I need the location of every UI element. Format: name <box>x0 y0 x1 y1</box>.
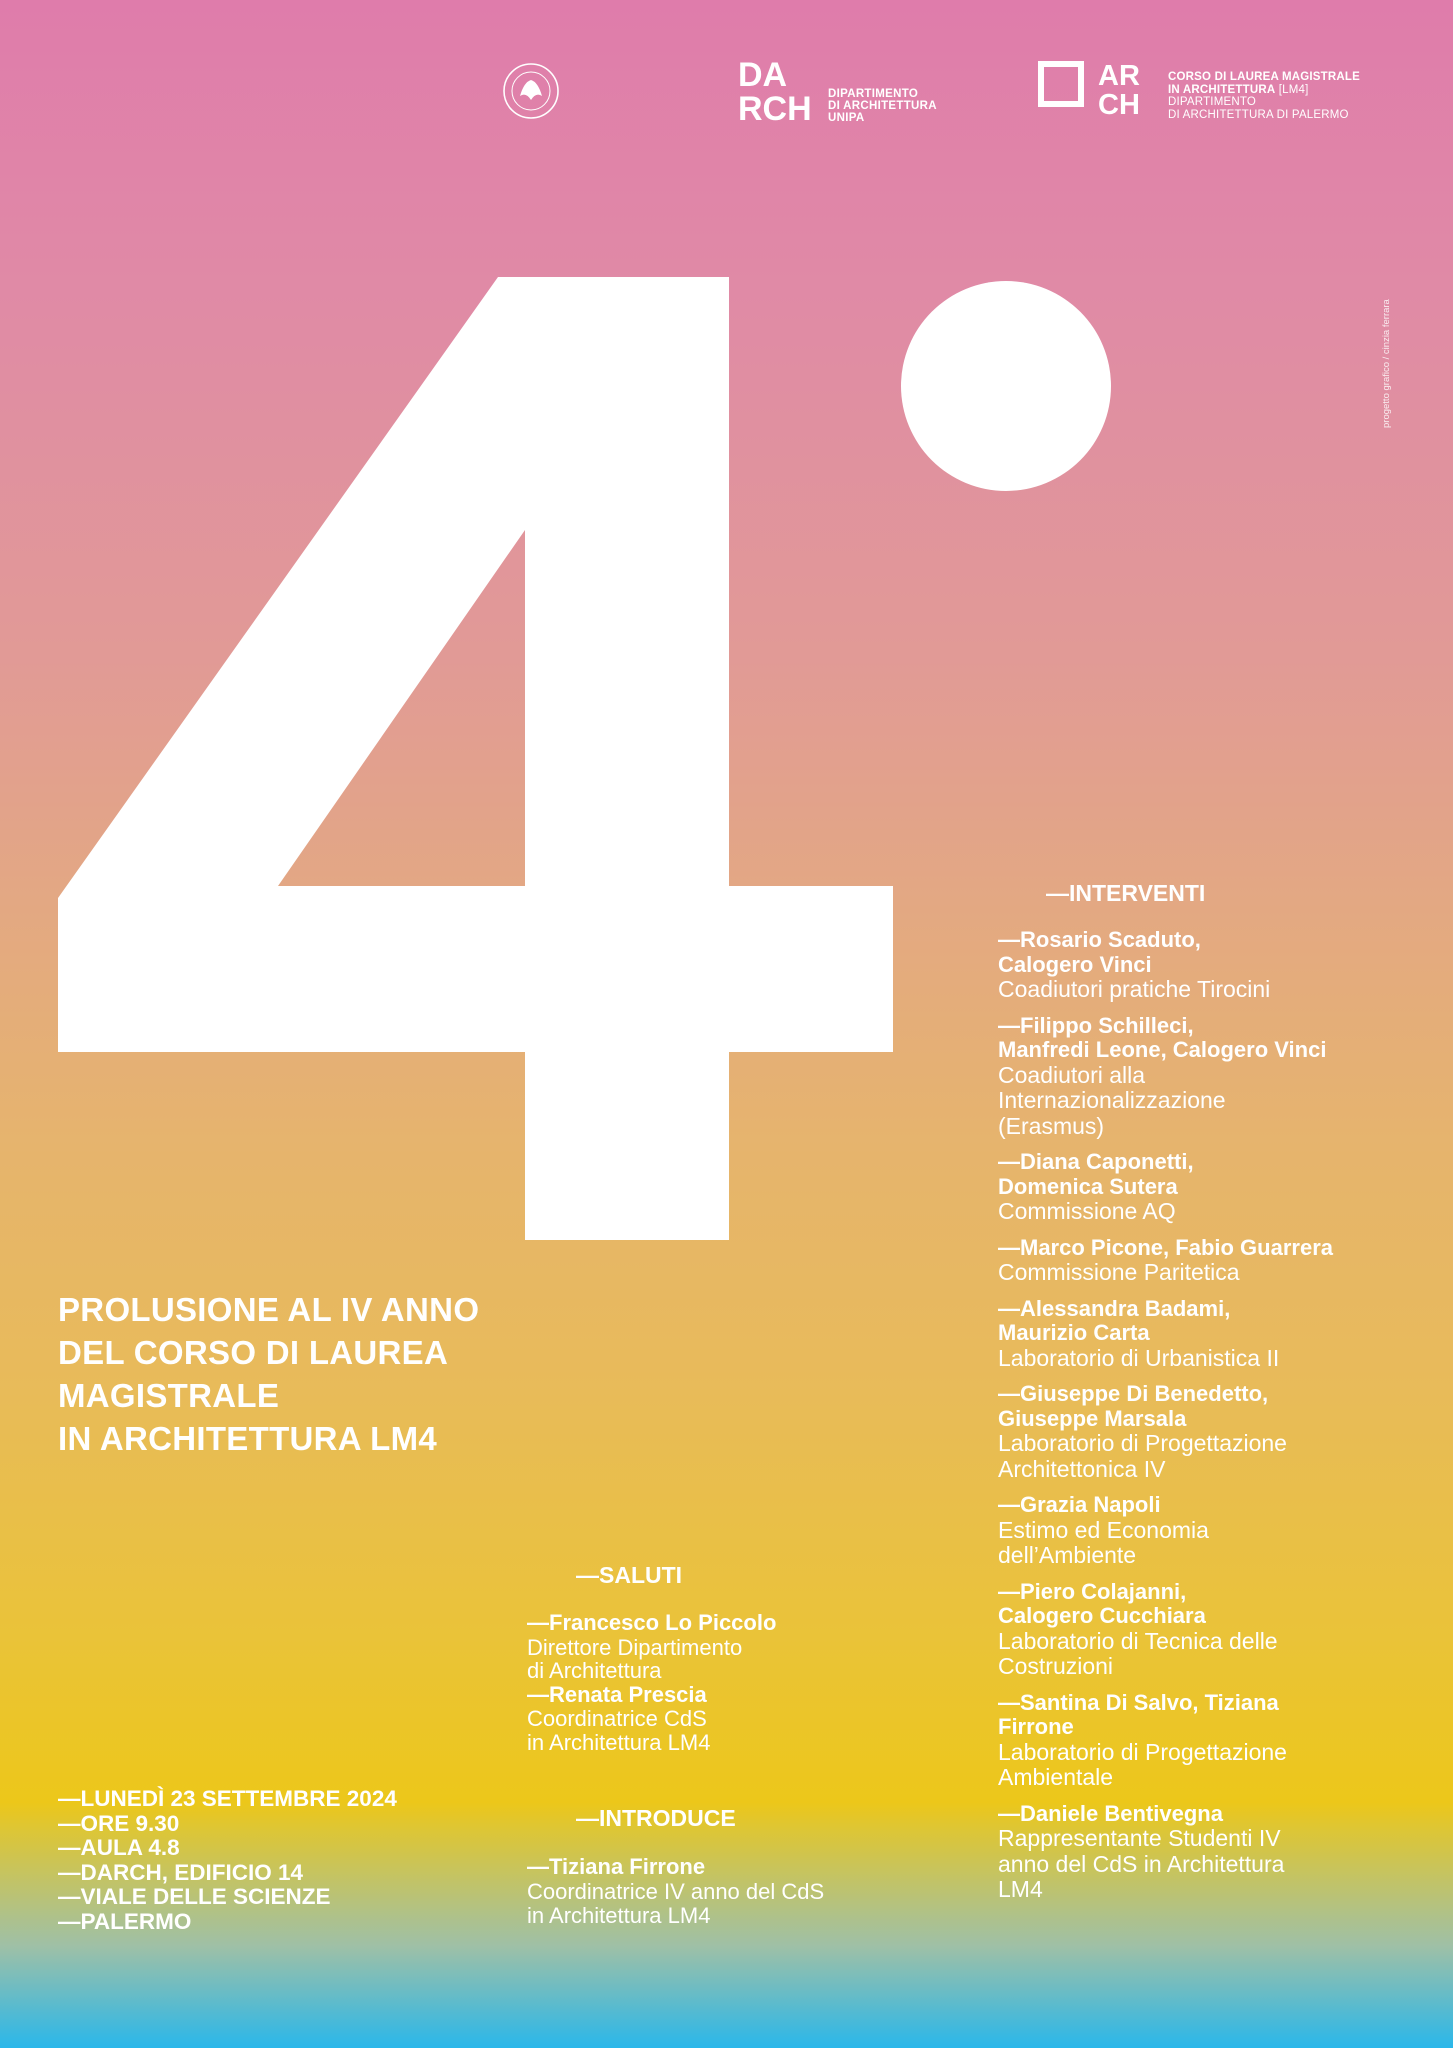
svg-text:CH: CH <box>1098 89 1140 116</box>
speaker-entry <box>998 1297 1438 1372</box>
darch-label-line: UNIPA <box>828 112 865 124</box>
speaker-name: —Alessandra Badami, <box>998 1295 1231 1321</box>
speaker-role: (Erasmus) <box>998 1112 1105 1139</box>
speaker-name: Firrone <box>998 1714 1074 1739</box>
introduce-list <box>527 1855 887 1928</box>
darch-label-line: DIPARTIMENTO <box>828 88 919 100</box>
speaker-role: Ambientale <box>998 1764 1114 1790</box>
speaker-name: —Renata Prescia <box>527 1681 707 1707</box>
speaker-role: di Architettura <box>527 1658 662 1683</box>
speaker-name: —Marco Picone, Fabio Guarrera <box>998 1234 1333 1260</box>
speaker-entry <box>998 928 1438 1003</box>
speaker-name: Manfredi Leone, Calogero Vinci <box>998 1037 1327 1062</box>
speaker-role: Direttore Dipartimento <box>527 1634 743 1660</box>
speaker-role: Coordinatrice IV anno del CdS <box>527 1878 825 1904</box>
lm4-label-line: DI ARCHITETTURA DI PALERMO <box>1168 108 1349 121</box>
saluti-heading: —SALUTI <box>576 1562 683 1588</box>
title-line: DEL CORSO DI LAUREA <box>58 1334 449 1371</box>
event-room: —AULA 4.8 <box>58 1835 180 1860</box>
event-time: —ORE 9.30 <box>58 1810 180 1836</box>
event-city: —PALERMO <box>58 1908 192 1934</box>
speaker-role: Coadiutori pratiche Tirocini <box>998 976 1271 1002</box>
svg-text:AR: AR <box>1098 60 1140 92</box>
speaker-role: dell’Ambiente <box>998 1542 1137 1568</box>
speaker-entry <box>998 1493 1438 1569</box>
lm4-label-line: DIPARTIMENTO <box>1168 96 1257 108</box>
title-line: MAGISTRALE <box>58 1377 280 1414</box>
speaker-role: LM4 <box>998 1876 1043 1902</box>
speaker-entry <box>998 1014 1438 1140</box>
event-building: —DARCH, EDIFICIO 14 <box>58 1859 304 1885</box>
speaker-name: Giuseppe Marsala <box>998 1405 1187 1431</box>
darch-label-line: DI ARCHITETTURA <box>828 100 937 112</box>
speaker-entry <box>527 1611 887 1683</box>
speaker-name: —Grazia Napoli <box>998 1492 1161 1517</box>
speaker-role: Laboratorio di Urbanistica II <box>998 1344 1280 1371</box>
title-line: PROLUSIONE AL IV ANNO <box>58 1291 480 1328</box>
event-date: —LUNEDÌ 23 SETTEMBRE 2024 <box>58 1786 397 1811</box>
speaker-role: Laboratorio di Progettazione <box>998 1738 1287 1765</box>
degree-circle <box>901 281 1111 491</box>
speaker-role: in Architettura LM4 <box>527 1729 711 1755</box>
speaker-name: —Diana Caponetti, <box>998 1149 1194 1174</box>
speaker-role: Architettonica IV <box>998 1455 1166 1482</box>
speaker-role: in Architettura LM4 <box>527 1902 711 1928</box>
speaker-role: Internazionalizzazione <box>998 1087 1226 1113</box>
speaker-role: Commissione AQ <box>998 1198 1176 1224</box>
speaker-role: Laboratorio di Tecnica delle <box>998 1627 1278 1654</box>
svg-text:RCH: RCH <box>738 90 812 122</box>
speaker-entry <box>998 1580 1438 1680</box>
saluti-list <box>527 1611 887 1754</box>
speaker-entry <box>998 1691 1438 1791</box>
speaker-name: Maurizio Carta <box>998 1320 1150 1345</box>
event-details <box>58 1787 397 1934</box>
speaker-entry <box>998 1802 1438 1903</box>
speaker-name: Calogero Cucchiara <box>998 1603 1206 1628</box>
title-line: IN ARCHITETTURA LM4 <box>58 1420 438 1457</box>
interventi-list <box>998 928 1438 1914</box>
speaker-name: Calogero Vinci <box>998 951 1152 977</box>
speaker-entry <box>998 1150 1438 1225</box>
numeral-4-shape <box>58 277 893 1240</box>
lm4-label-line: IN ARCHITETTURA [LM4] <box>1168 83 1309 96</box>
speaker-name: —Francesco Lo Piccolo <box>527 1610 777 1635</box>
speaker-role: Costruzioni <box>998 1653 1114 1679</box>
speaker-role: Commissione Paritetica <box>998 1259 1240 1285</box>
svg-text:DA: DA <box>738 56 788 94</box>
speaker-role: Coordinatrice CdS <box>527 1706 707 1731</box>
speaker-role: Coadiutori alla <box>998 1061 1146 1088</box>
design-credit: progetto grafico / cinzia ferrara <box>1381 299 1392 428</box>
speaker-entry <box>527 1683 887 1755</box>
speaker-name: Domenica Sutera <box>998 1173 1178 1199</box>
event-title <box>58 1288 479 1460</box>
speaker-entry <box>527 1855 887 1928</box>
lm4-label-line: CORSO DI LAUREA MAGISTRALE <box>1168 71 1360 83</box>
speaker-role: anno del CdS in Architettura <box>998 1850 1285 1877</box>
speaker-entry <box>998 1382 1438 1482</box>
speaker-name: —Tiziana Firrone <box>527 1854 706 1879</box>
speaker-role: Rappresentante Studenti IV <box>998 1825 1281 1851</box>
event-street: —VIALE DELLE SCIENZE <box>58 1884 331 1909</box>
speaker-name: —Rosario Scaduto, <box>998 927 1201 952</box>
speaker-entry <box>998 1236 1438 1286</box>
speaker-name: —Giuseppe Di Benedetto, <box>998 1381 1269 1406</box>
speaker-name: —Piero Colajanni, <box>998 1578 1187 1604</box>
speaker-role: Estimo ed Economia <box>998 1516 1209 1543</box>
interventi-heading: —INTERVENTI <box>1046 880 1206 906</box>
speaker-name: —Filippo Schilleci, <box>998 1012 1194 1038</box>
speaker-name: —Santina Di Salvo, Tiziana <box>998 1689 1279 1715</box>
speaker-role: Laboratorio di Progettazione <box>998 1430 1287 1456</box>
speaker-name: —Daniele Bentivegna <box>998 1800 1223 1826</box>
introduce-heading: —INTRODUCE <box>576 1805 736 1831</box>
